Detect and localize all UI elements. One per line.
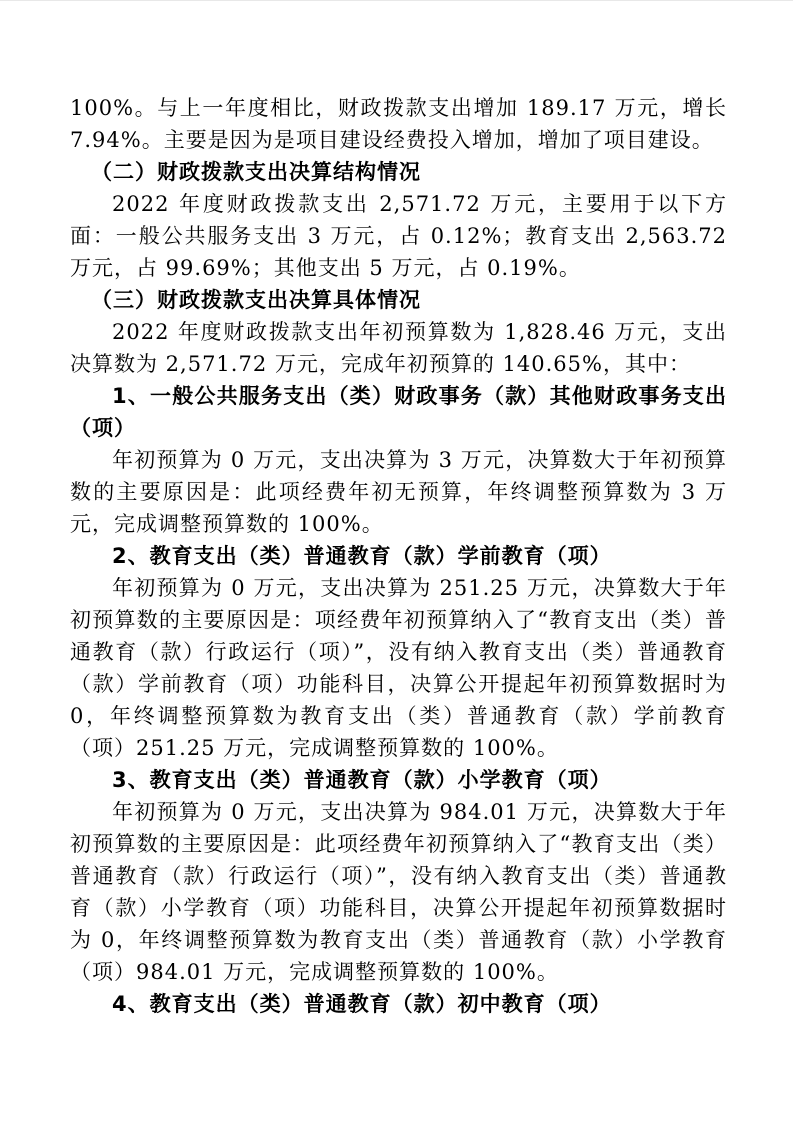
para-item-1-detail: 年初预算为 0 万元，支出决算为 3 万元，决算数大于年初预算数的主要原因是：此项经费年初无预算，年终调整预算数为 3 万元，完成调整预算数的 100%。 xyxy=(70,448,727,536)
heading-section-3-expenditure-details: （三）财政拨款支出决算具体情况 xyxy=(91,288,421,312)
para-budget-vs-final-accounts: 2022 年度财政拨款支出年初预算数为 1,828.46 万元，支出决算数为 2,571.72 万元，完成年初预算的 140.65%，其中： xyxy=(70,320,727,376)
para-item-3-detail: 年初预算为 0 万元，支出决算为 984.01 万元，决算数大于年初预算数的主要原因是：此项经费年初预算纳入了“教育支出（类）普通教育（款）行政运行（项）”，没有纳入教育支出（类）普通教育（款）小学教育（项）功能科目，决算公开提起年初预算数据时为 0，年终调整预算数为教育支出（类）普通教育（款）小学教育（项）984.01 万元，完成调整预算数的 100%。 xyxy=(70,800,727,984)
para-item-2-detail: 年初预算为 0 万元，支出决算为 251.25 万元，决算数大于年初预算数的主要原因是：项经费年初预算纳入了“教育支出（类）普通教育（款）行政运行（项）”，没有纳入教育支出（类）普通教育（款）学前教育（项）功能科目，决算公开提起年初预算数据时为 0，年终调整预算数为教育支出（类）普通教育（款）学前教育（项）251.25 万元，完成调整预算数的 100%。 xyxy=(70,576,727,760)
heading-item-1-general-public-services: 1、一般公共服务支出（类）财政事务（款）其他财政事务支出（项） xyxy=(70,384,727,440)
para-carryover-yoy-comparison: 100%。与上一年度相比，财政拨款支出增加 189.17 万元，增长 7.94%。主要是因为是项目建设经费投入增加，增加了项目建设。 xyxy=(70,96,727,152)
heading-item-4-junior-secondary-education: 4、教育支出（类）普通教育（款）初中教育（项） xyxy=(112,992,612,1016)
heading-section-2-expenditure-structure: （二）财政拨款支出决算结构情况 xyxy=(91,160,421,184)
para-expenditure-structure-overview: 2022 年度财政拨款支出 2,571.72 万元，主要用于以下方面：一般公共服务支出 3 万元，占 0.12%；教育支出 2,563.72 万元，占 99.69%；其他支出 5 万元，占 0.19%。 xyxy=(70,192,727,280)
heading-item-2-preschool-education: 2、教育支出（类）普通教育（款）学前教育（项） xyxy=(112,544,612,568)
heading-item-3-primary-education: 3、教育支出（类）普通教育（款）小学教育（项） xyxy=(112,768,612,792)
